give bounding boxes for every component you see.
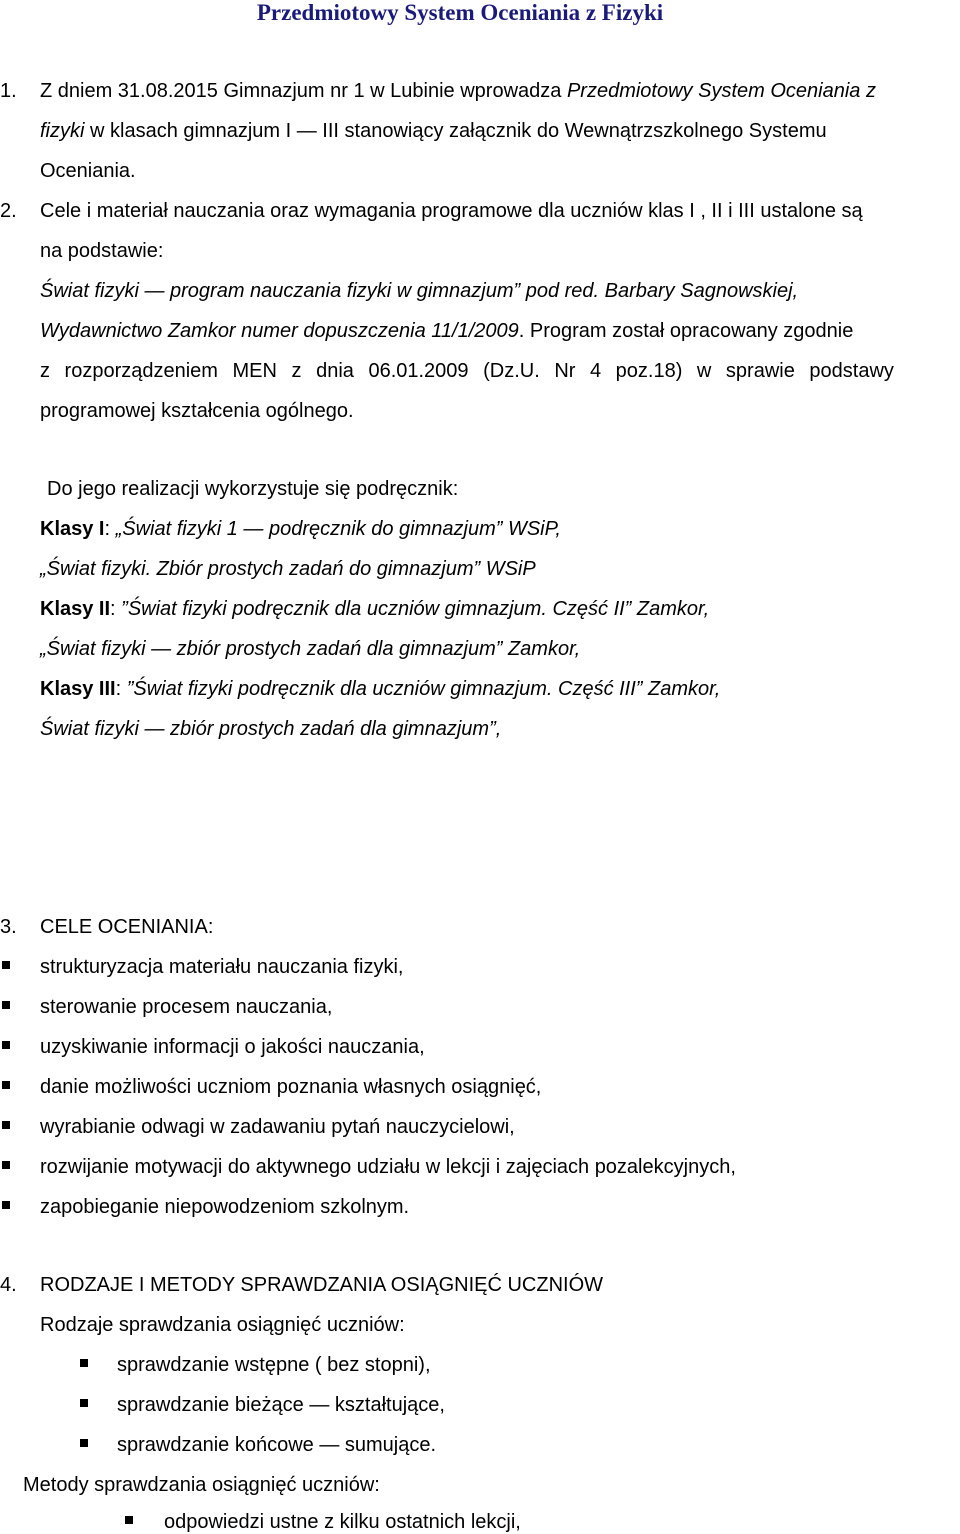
text: Z dniem 31.08.2015 Gimnazjum nr 1 w Lubinie wprowadza — [40, 80, 567, 102]
page-title: Przedmiotowy System Oceniania z Fizyki — [256, 0, 664, 25]
italic-text: fizyki — [40, 120, 85, 142]
textbooks-intro: Do jego realizacji wykorzystuje się podręcznik: — [47, 478, 459, 500]
bullet-square-icon — [125, 1516, 133, 1524]
section-number: 2. — [0, 200, 17, 222]
list-item: uzyskiwanie informacji o jakości nauczania, — [40, 1036, 425, 1058]
paragraph-line: programowej kształcenia ogólnego. — [40, 400, 354, 422]
paragraph-line: z rozporządzeniem MEN z dnia 06.01.2009 (Dz.U. Nr 4 poz.18) w sprawie podstawy — [40, 360, 894, 382]
bullet-square-icon — [80, 1439, 88, 1447]
text: w klasach gimnazjum I — III stanowiący załącznik do Wewnątrzszkolnego Systemu — [84, 120, 827, 142]
class-2-textbook — [40, 597, 709, 621]
section-number: 1. — [0, 80, 17, 102]
list-item: rozwijanie motywacji do aktywnego udziału w lekcji i zajęciach pozalekcyjnych, — [40, 1156, 736, 1178]
italic-text: Przedmiotowy System Oceniania z — [566, 80, 876, 102]
bullet-square-icon — [80, 1399, 88, 1407]
paragraph-line — [40, 119, 827, 143]
list-item: wyrabianie odwagi w zadawaniu pytań nauczycielowi, — [40, 1116, 515, 1138]
italic-text: „Świat fizyki 1 — podręcznik do gimnazjum” WSiP, — [115, 518, 561, 540]
italic-text: ”Świat fizyki podręcznik dla uczniów gimnazjum. Część III” Zamkor, — [126, 678, 721, 700]
list-item: sprawdzanie bieżące — kształtujące, — [117, 1394, 445, 1416]
list-item: sprawdzanie końcowe — sumujące. — [117, 1434, 437, 1456]
class-3-textbook — [40, 677, 720, 701]
section-heading: CELE OCENIANIA: — [40, 916, 214, 938]
section-heading: RODZAJE I METODY SPRAWDZANIA OSIĄGNIĘĆ UCZNIÓW — [40, 1274, 604, 1296]
bullet-square-icon — [2, 1161, 10, 1169]
program-title-line: Świat fizyki — program nauczania fizyki w gimnazjum” pod red. Barbary Sagnowskiej, — [40, 280, 799, 302]
bullet-square-icon — [2, 1201, 10, 1209]
list-item: zapobieganie niepowodzeniom szkolnym. — [40, 1196, 410, 1218]
list-item: sprawdzanie wstępne ( bez stopni), — [117, 1354, 431, 1376]
bullet-square-icon — [2, 1041, 10, 1049]
list-item: danie możliwości uczniom poznania własnych osiągnięć, — [40, 1076, 542, 1098]
bullet-square-icon — [2, 1121, 10, 1129]
methods-label: Metody sprawdzania osiągnięć uczniów: — [23, 1474, 380, 1496]
bullet-square-icon — [2, 1001, 10, 1009]
italic-text: ”Świat fizyki podręcznik dla uczniów gimnazjum. Część II” Zamkor, — [121, 598, 710, 620]
text: : — [104, 518, 116, 540]
text: : — [115, 678, 127, 700]
section-number: 3. — [0, 916, 17, 938]
class-label: Klasy III — [40, 678, 116, 700]
bullet-square-icon — [2, 1081, 10, 1089]
class-2-exercise-book: „Świat fizyki — zbiór prostych zadań dla gimnazjum” Zamkor, — [40, 638, 581, 660]
class-1-textbook — [40, 517, 561, 541]
paragraph-line — [40, 319, 853, 343]
bullet-square-icon — [80, 1359, 88, 1367]
paragraph-line: Oceniania. — [40, 160, 136, 182]
list-item: strukturyzacja materiału nauczania fizyki, — [40, 956, 404, 978]
list-item: odpowiedzi ustne z kilku ostatnich lekcji, — [164, 1511, 521, 1533]
paragraph-line — [40, 79, 876, 103]
list-item: sterowanie procesem nauczania, — [40, 996, 333, 1018]
class-1-exercise-book: „Świat fizyki. Zbiór prostych zadań do gimnazjum” WSiP — [40, 558, 536, 580]
text: . Program został opracowany zgodnie — [518, 320, 854, 342]
paragraph-line: Cele i materiał nauczania oraz wymagania programowe dla uczniów klas I , II i III ustalone są — [40, 200, 863, 222]
paragraph-line: na podstawie: — [40, 240, 164, 262]
class-3-exercise-book: Świat fizyki — zbiór prostych zadań dla gimnazjum”, — [40, 718, 502, 740]
kinds-label: Rodzaje sprawdzania osiągnięć uczniów: — [40, 1314, 405, 1336]
section-number: 4. — [0, 1274, 17, 1296]
text: : — [110, 598, 122, 620]
italic-text: Wydawnictwo Zamkor numer dopuszczenia 11/1/2009 — [40, 320, 519, 342]
bullet-square-icon — [2, 961, 10, 969]
class-label: Klasy II — [40, 598, 111, 620]
class-label: Klasy I — [40, 518, 105, 540]
